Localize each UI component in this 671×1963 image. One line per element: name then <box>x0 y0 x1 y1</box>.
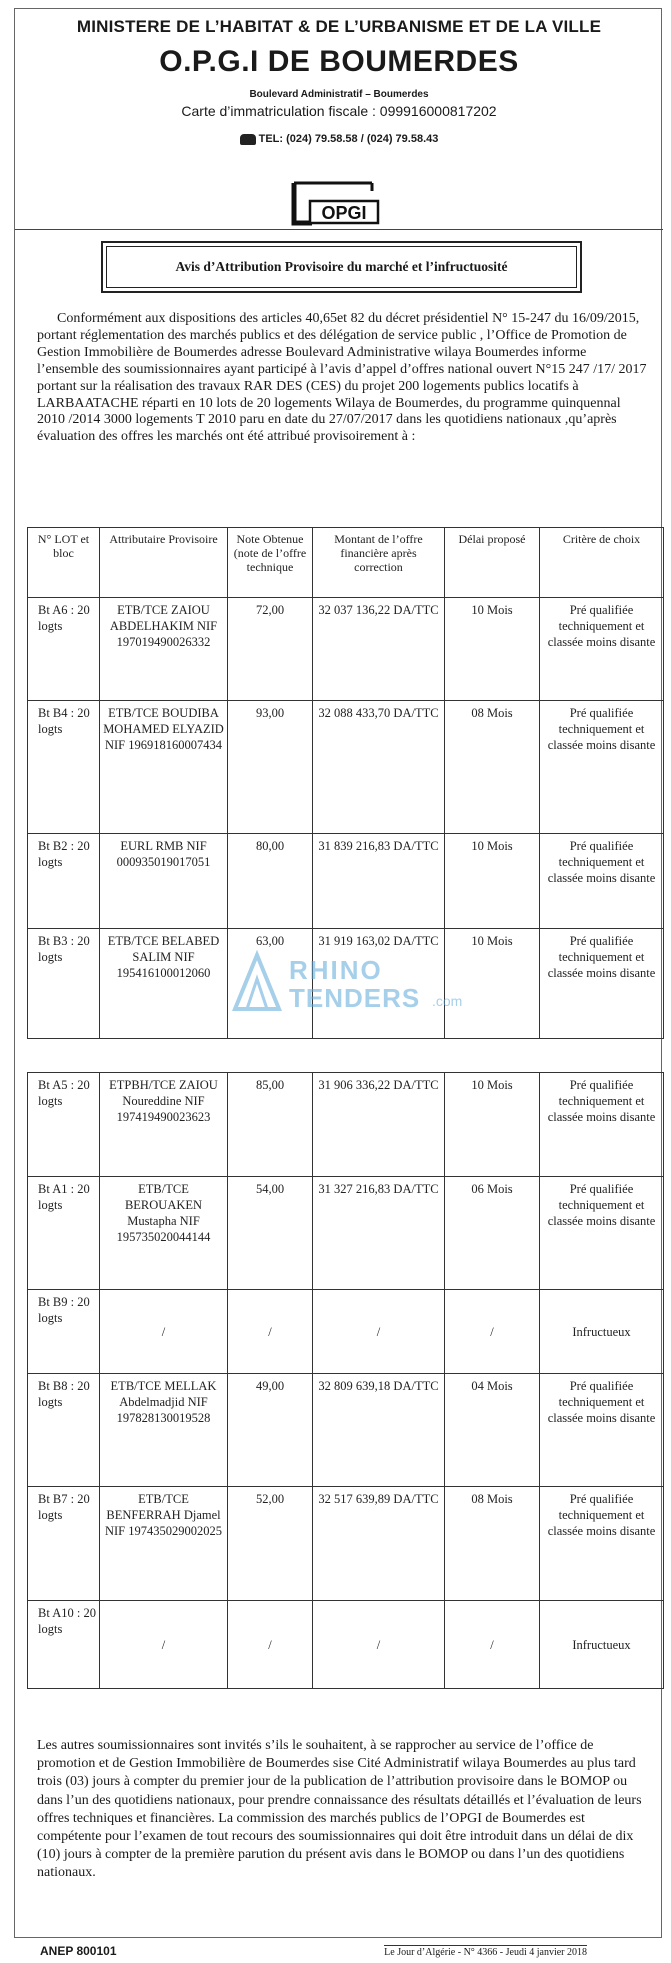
montant-cell: / <box>313 1601 445 1689</box>
critere-cell: Pré qualifiée techniquement et classée moins disante <box>540 1073 664 1177</box>
note-cell: 72,00 <box>228 598 313 701</box>
lot-cell: Bt A5 : 20 logts <box>28 1073 100 1177</box>
delai-cell: / <box>445 1601 540 1689</box>
attributaire-cell: / <box>100 1601 228 1689</box>
table-row <box>28 1601 664 1689</box>
montant-cell: 31 919 163,02 DA/TTC <box>313 929 445 1039</box>
montant-cell: 32 088 433,70 DA/TTC <box>313 701 445 834</box>
intro-text: Conformément aux dispositions des articles 40,65et 82 du décret présidentiel N° 15-247 du 16/09/2015, portant réglementation des marchés publics et des délégation de service public , l’Office de Promotion de Gestion Immobilière de Boumerdes adresse Boulevard Administrative wilaya Boumerdes informe l’ensemble des soumissionnaires ayant participé à l’avis d’appel d’offres national ouvert N°15 247 /17/ 2017 portant sur la réalisation des travaux RAR DES (CES) du projet 200 logements publics locatifs à LARBAATACHE réparti en 10 lots de 20 logements Wilaya de Boumerdes, du programme quinquennal 2010 /2014 3000 logements T 2010 paru en date du 27/07/2017 dans les quotidiens nationaux ,qu’après évaluation des offres les marchés ont été attribué provisoirement à : <box>37 311 647 445</box>
montant-cell: 31 327 216,83 DA/TTC <box>313 1177 445 1290</box>
attributaire-cell: ETB/TCE BOUDIBA MOHAMED ELYAZID NIF 196918160007434 <box>100 701 228 834</box>
watermark-text-3: .com <box>432 993 463 1009</box>
telephone-icon <box>240 134 256 145</box>
attributaire-cell: EURL RMB NIF 000935019017051 <box>100 834 228 929</box>
intro-paragraph <box>37 311 651 446</box>
watermark-text-1: RHINO <box>289 955 383 985</box>
note-cell: / <box>228 1601 313 1689</box>
delai-cell: 04 Mois <box>445 1374 540 1487</box>
address-line: Boulevard Administratif – Boumerdes <box>249 89 429 100</box>
note-cell: 80,00 <box>228 834 313 929</box>
logo-text: OPGI <box>321 203 367 223</box>
header-lot: N° LOT et bloc <box>28 528 100 598</box>
note-cell: 52,00 <box>228 1487 313 1601</box>
montant-cell: 31 906 336,22 DA/TTC <box>313 1073 445 1177</box>
attributaire-cell: ETB/TCE ZAIOU ABDELHAKIM NIF 197019490026332 <box>100 598 228 701</box>
delai-cell: 10 Mois <box>445 834 540 929</box>
attributaire-cell: ETB/TCE BELABED SALIM NIF 195416100012060 <box>100 929 228 1039</box>
note-cell: / <box>228 1290 313 1374</box>
montant-cell: 32 809 639,18 DA/TTC <box>313 1374 445 1487</box>
journal-reference: Le Jour d’Algérie - N° 4366 - Jeudi 4 janvier 2018 <box>384 1947 587 1958</box>
rhino-icon <box>227 949 287 1019</box>
table-row <box>28 1177 664 1290</box>
delai-cell: 08 Mois <box>445 701 540 834</box>
note-cell: 49,00 <box>228 1374 313 1487</box>
header-critere: Critère de choix <box>540 528 664 598</box>
table-row <box>28 834 664 929</box>
montant-cell: 32 037 136,22 DA/TTC <box>313 598 445 701</box>
montant-cell: 32 517 639,89 DA/TTC <box>313 1487 445 1601</box>
lot-cell: Bt B3 : 20 logts <box>28 929 100 1039</box>
opgi-logo <box>270 177 400 229</box>
delai-cell: 10 Mois <box>445 929 540 1039</box>
watermark-text-2: TENDERS <box>289 983 421 1013</box>
lot-cell: Bt A6 : 20 logts <box>28 598 100 701</box>
telephone-line <box>15 133 663 145</box>
table-row <box>28 1073 664 1177</box>
critere-cell: Infructueux <box>540 1601 664 1689</box>
critere-cell: Pré qualifiée techniquement et classée moins disante <box>540 929 664 1039</box>
delai-cell: / <box>445 1290 540 1374</box>
publication-line <box>0 1940 671 1963</box>
attributaire-cell: ETB/TCE BEROUAKEN Mustapha NIF 195735020044144 <box>100 1177 228 1290</box>
critere-cell: Pré qualifiée techniquement et classée moins disante <box>540 1374 664 1487</box>
watermark-logo <box>227 949 487 1021</box>
notice-title-box <box>101 241 582 293</box>
header-delai: Délai proposé <box>445 528 540 598</box>
table-row <box>28 1374 664 1487</box>
lot-cell: Bt B9 : 20 logts <box>28 1290 100 1374</box>
lot-cell: Bt B8 : 20 logts <box>28 1374 100 1487</box>
attributaire-cell: / <box>100 1290 228 1374</box>
ministry-heading: MINISTERE DE L’HABITAT & DE L’URBANISME ET DE LA VILLE <box>76 17 602 36</box>
note-cell: 63,00 <box>228 929 313 1039</box>
lot-cell: Bt B4 : 20 logts <box>28 701 100 834</box>
telephone-numbers: TEL: (024) 79.58.58 / (024) 79.58.43 <box>258 133 439 145</box>
critere-cell: Pré qualifiée techniquement et classée moins disante <box>540 701 664 834</box>
header-divider <box>15 229 663 230</box>
table-row <box>28 1290 664 1374</box>
attributaire-cell: ETPBH/TCE ZAIOU Noureddine NIF 197419490023623 <box>100 1073 228 1177</box>
lot-cell: Bt B7 : 20 logts <box>28 1487 100 1601</box>
critere-cell: Pré qualifiée techniquement et classée moins disante <box>540 598 664 701</box>
table-row <box>28 598 664 701</box>
delai-cell: 08 Mois <box>445 1487 540 1601</box>
table-row <box>28 1487 664 1601</box>
organization-title: O.P.G.I DE BOUMERDES <box>159 45 519 78</box>
header-attributaire: Attributaire Provisoire <box>100 528 228 598</box>
note-cell: 54,00 <box>228 1177 313 1290</box>
notice-frame <box>14 8 662 1938</box>
anep-reference: ANEP 800101 <box>40 1944 117 1958</box>
attribution-table-part-2 <box>27 1072 664 1689</box>
header-montant: Montant de l’offre financière après correction <box>313 528 445 598</box>
attributaire-cell: ETB/TCE MELLAK Abdelmadjid NIF 197828130019528 <box>100 1374 228 1487</box>
lot-cell: Bt A10 : 20 logts <box>28 1601 100 1689</box>
note-cell: 93,00 <box>228 701 313 834</box>
critere-cell: Pré qualifiée techniquement et classée moins disante <box>540 1177 664 1290</box>
montant-cell: / <box>313 1290 445 1374</box>
fiscal-number: Carte d’immatriculation fiscale : 099916000817202 <box>181 103 497 119</box>
critere-cell: Pré qualifiée techniquement et classée moins disante <box>540 834 664 929</box>
delai-cell: 10 Mois <box>445 598 540 701</box>
notice-title: Avis d’Attribution Provisoire du marché et l’infructuosité <box>106 246 577 288</box>
delai-cell: 10 Mois <box>445 1073 540 1177</box>
note-cell: 85,00 <box>228 1073 313 1177</box>
footer-paragraph: Les autres soumissionnaires sont invités s’ils le souhaitent, à se rapprocher au service de l’office de promotion et de Gestion Immobilière de Boumerdes sise Cité Administratif wilaya Boumerdes au plus tard trois (03) jours à compter du premier jour de la publication de l’attribution provisoire dans le BOMOP ou dans l’un des quotidiens nationaux, pour prendre connaissance des résultats détaillés et l’évaluation de leurs offres techniques et financières. La commission des marchés publics de l’OPGI de Boumerdes est compétente pour l’examen de tout recours des soumissionnaires qui doit être introduit dans un délai de dix (10) jours à compter de la première parution du présent avis dans le BOMOP ou dans l’un des quotidiens nationaux. <box>37 1738 642 1881</box>
montant-cell: 31 839 216,83 DA/TTC <box>313 834 445 929</box>
delai-cell: 06 Mois <box>445 1177 540 1290</box>
lot-cell: Bt A1 : 20 logts <box>28 1177 100 1290</box>
critere-cell: Infructueux <box>540 1290 664 1374</box>
attributaire-cell: ETB/TCE BENFERRAH Djamel NIF 197435029002025 <box>100 1487 228 1601</box>
header-note: Note Obtenue (note de l’offre technique <box>228 528 313 598</box>
lot-cell: Bt B2 : 20 logts <box>28 834 100 929</box>
table-row <box>28 701 664 834</box>
critere-cell: Pré qualifiée techniquement et classée moins disante <box>540 1487 664 1601</box>
